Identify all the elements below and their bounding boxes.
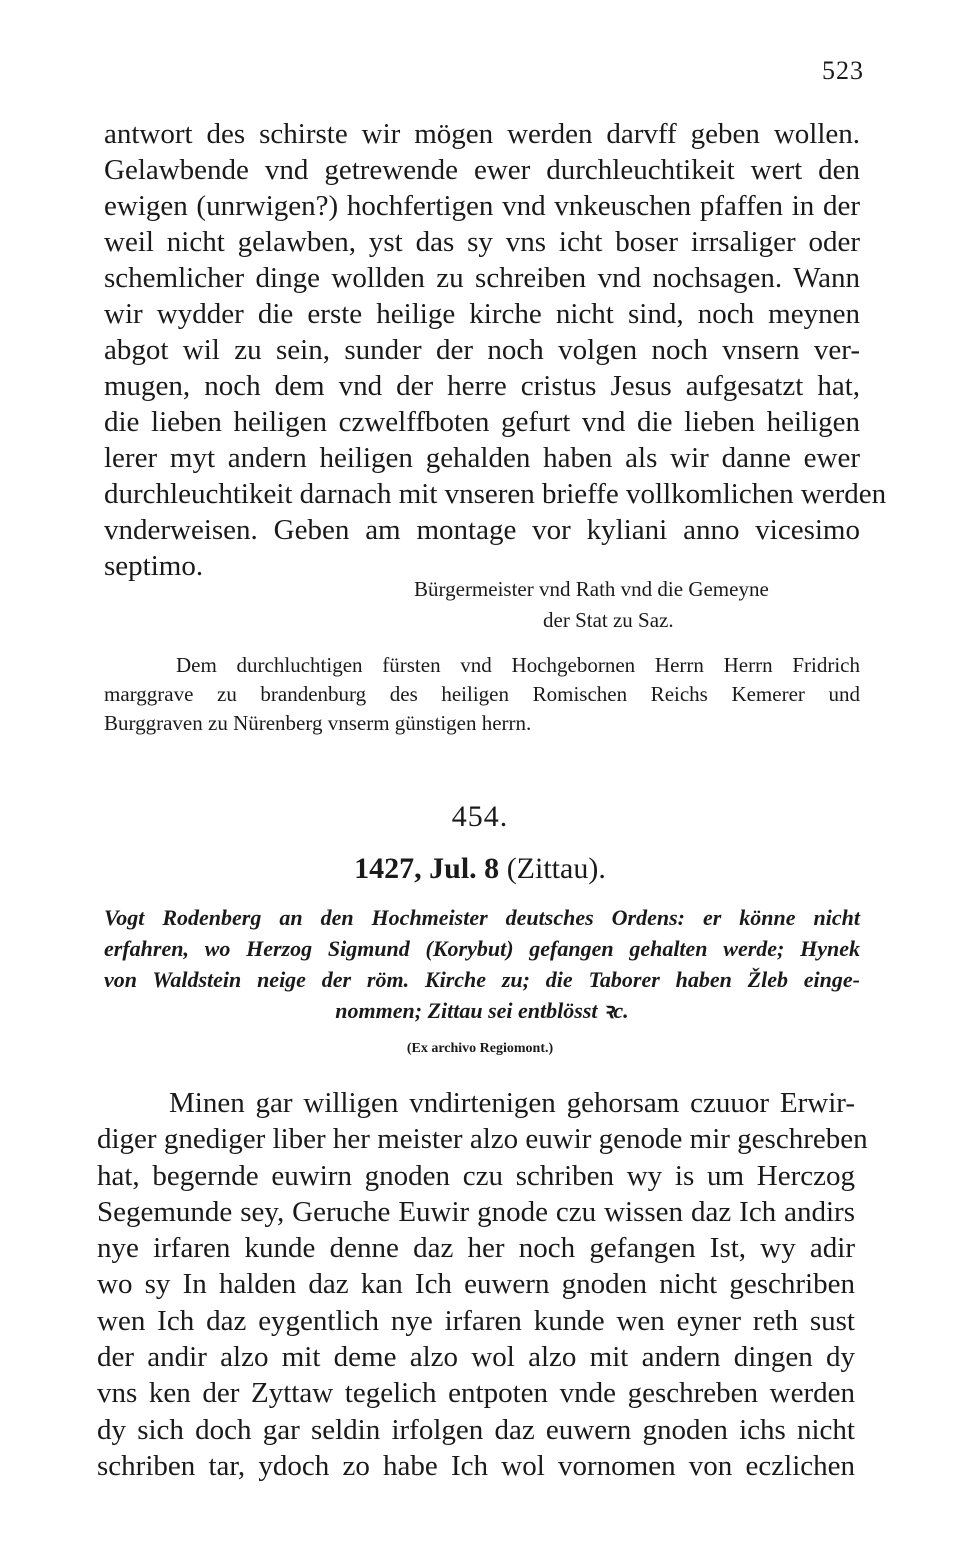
summary-line: Vogt Rodenberg an den Hochmeister deutsches Ordens: er könne nicht — [104, 905, 860, 930]
page-number: 523 — [822, 56, 864, 85]
summary-line: von Waldstein neige der röm. Kirche zu; die Taborer haben Žleb einge- — [104, 967, 860, 992]
text-line: die lieben heiligen czwelffboten gefurt vnd die lieben heiligen — [104, 406, 860, 438]
letter-main — [97, 1085, 868, 1484]
address-block — [104, 651, 860, 738]
summary-line: nommen; Zittau sei entblösst ꝛc. — [335, 998, 629, 1023]
text-line: wo sy In halden daz kan Ich euwern gnoden nicht geschriben — [97, 1268, 855, 1301]
text-line: Minen gar willigen vndirtenigen gehorsam czuuor Erwir- — [169, 1087, 855, 1119]
text-line: wir wydder die erste heilige kirche nicht sind, noch meynen — [104, 298, 860, 330]
text-line: vnderweisen. Geben am montage vor kyliani anno vicesimo — [104, 514, 860, 546]
signature-line-2: der Stat zu Saz. — [543, 608, 674, 632]
source-note: (Ex archivo Regiomont.) — [406, 1041, 554, 1056]
address-line: Dem durchluchtigen fürsten vnd Hochgebornen Herrn Herrn Fridrich — [176, 653, 860, 677]
text-line: schriben tar, ydoch zo habe Ich wol vornomen von eczlichen — [97, 1449, 855, 1482]
text-line: septimo. — [104, 550, 204, 582]
text-line: der andir alzo mit deme alzo wol alzo mit andern dingen dy — [97, 1341, 855, 1374]
document-number: 454. — [451, 800, 509, 833]
signature-line-1: Bürgermeister vnd Rath vnd die Gemeyne — [414, 577, 769, 601]
text-line: Gelawbende vnd getrewende ewer durchleuchtikeit wert den — [104, 154, 860, 186]
text-line: weil nicht gelawben, yst das sy vns icht boser irrsaliger oder — [104, 226, 860, 258]
document-date: 1427, Jul. 8 — [354, 852, 500, 885]
text-line: durchleuchtikeit darnach mit vnseren brieffe vollkomlichen werden — [104, 478, 887, 510]
text-line: lerer myt andern heiligen gehalden haben als wir danne ewer — [104, 442, 860, 474]
text-line: antwort des schirste wir mögen werden darvff geben wollen. — [104, 118, 860, 150]
letter-continuation — [104, 116, 887, 584]
text-line: Segemunde sey, Geruche Euwir gnode czu wissen daz Ich andirs — [97, 1195, 855, 1228]
document-summary — [104, 902, 860, 1026]
text-line: wen Ich daz eygentlich nye irfaren kunde wen eyner reth sust — [97, 1304, 855, 1337]
text-line: schemlicher dinge wollden zu schreiben vnd nochsagen. Wann — [104, 262, 860, 294]
text-line: vns ken der Zyttaw tegelich entpoten vnde geschreben werden — [97, 1377, 855, 1410]
text-line: mugen, noch dem vnd der herre cristus Jesus aufgesatzt hat, — [104, 370, 860, 402]
summary-line: erfahren, wo Herzog Sigmund (Korybut) gefangen gehalten werde; Hynek — [104, 936, 860, 961]
document-place: (Zittau). — [506, 852, 606, 885]
text-line: dy sich doch gar seldin irfolgen daz euwern gnoden ichs nicht — [97, 1413, 855, 1446]
document-date-heading — [0, 852, 960, 886]
text-line: diger gnediger liber her meister alzo euwir genode mir geschreben — [97, 1123, 868, 1156]
text-line: abgot wil zu sein, sunder der noch volgen noch vnsern ver- — [104, 334, 860, 366]
text-line: ewigen (unrwigen?) hochfertigen vnd vnkeuschen pfaffen in der — [104, 190, 860, 222]
text-line: nye irfaren kunde denne daz her noch gefangen Ist, wy adir — [97, 1232, 855, 1265]
address-line: Burggraven zu Nürenberg vnserm günstigen herrn. — [104, 711, 532, 735]
address-line: marggrave zu brandenburg des heiligen Romischen Reichs Kemerer und — [104, 682, 860, 706]
text-line: hat, begernde euwirn gnoden czu schriben wy is um Herczog — [97, 1159, 855, 1192]
